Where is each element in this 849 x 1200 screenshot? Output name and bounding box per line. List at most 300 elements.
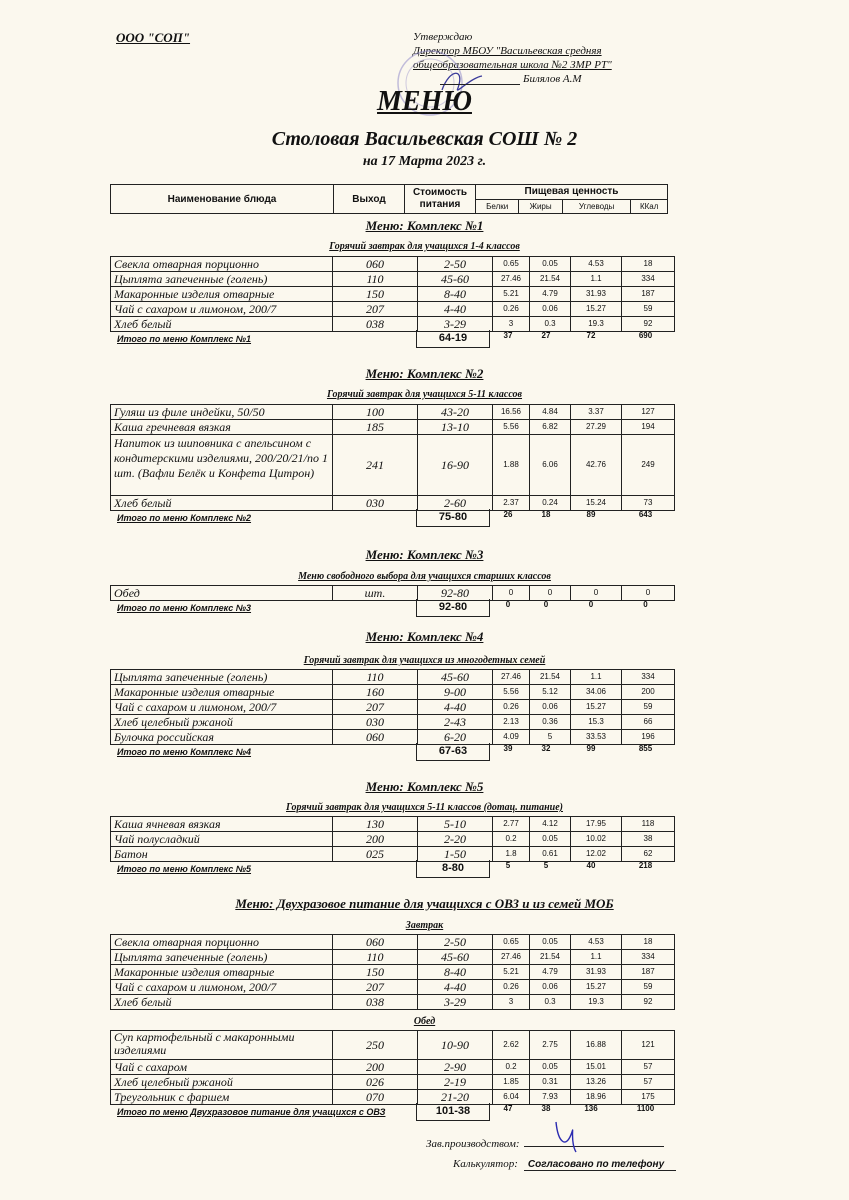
dish-fat: 4.79 xyxy=(530,287,571,301)
dish-carbs: 1.1 xyxy=(571,670,622,684)
total-kcal: 690 xyxy=(638,331,653,340)
dish-name: Макаронные изделия отварные xyxy=(111,685,333,699)
total-label: Итого по меню Комплекс №2 xyxy=(117,513,252,523)
dish-output: 100 xyxy=(333,405,418,419)
total-row xyxy=(110,601,675,615)
total-carbs: 99 xyxy=(586,744,596,753)
section-rows-6-lunch xyxy=(110,1030,675,1119)
dish-kcal: 57 xyxy=(643,1062,653,1071)
dish-kcal: 194 xyxy=(641,422,655,431)
total-kcal: 1100 xyxy=(636,1104,655,1113)
dish-name: Гуляш из филе индейки, 50/50 xyxy=(111,405,333,419)
dish-carbs: 15.24 xyxy=(571,496,622,510)
total-protein: 39 xyxy=(503,744,513,753)
total-carbs: 72 xyxy=(586,331,596,340)
dish-cost: 43-20 xyxy=(418,405,493,419)
table-row xyxy=(110,847,675,862)
dish-name: Свекла отварная порционно xyxy=(111,935,333,949)
footer-manager xyxy=(426,1138,664,1150)
dish-fat: 0.06 xyxy=(530,302,571,316)
dish-cost: 45-60 xyxy=(418,670,493,684)
dish-name: Хлеб белый xyxy=(111,995,333,1009)
dish-fat: 0.05 xyxy=(530,1060,571,1074)
dish-protein: 27.46 xyxy=(493,950,530,964)
table-row xyxy=(110,404,675,420)
section-title-5: Меню: Комплекс №5 xyxy=(365,779,484,794)
dish-kcal: 92 xyxy=(643,997,653,1006)
dish-protein: 1.88 xyxy=(493,435,530,495)
dish-carbs: 10.02 xyxy=(571,832,622,846)
dish-cost: 92-80 xyxy=(418,586,493,600)
section-rows-4 xyxy=(110,669,675,759)
total-label: Итого по меню Комплекс №4 xyxy=(117,747,252,757)
dish-cost: 3-29 xyxy=(418,995,493,1009)
dish-fat: 0.31 xyxy=(530,1075,571,1089)
total-cost: 8-80 xyxy=(416,860,490,878)
section-title-1: Меню: Комплекс №1 xyxy=(365,218,484,233)
dish-protein: 0.2 xyxy=(493,832,530,846)
table-row xyxy=(110,995,675,1010)
dish-fat: 4.12 xyxy=(530,817,571,831)
dish-protein: 27.46 xyxy=(493,272,530,286)
table-row xyxy=(110,832,675,847)
dish-name: Макаронные изделия отварные xyxy=(111,287,333,301)
dish-protein: 0 xyxy=(493,586,530,600)
dish-output: 060 xyxy=(333,935,418,949)
table-row xyxy=(110,256,675,272)
table-row xyxy=(110,965,675,980)
dish-protein: 5.21 xyxy=(493,287,530,301)
dish-protein: 4.09 xyxy=(493,730,530,744)
dish-cost: 13-10 xyxy=(418,420,493,434)
dish-kcal: 18 xyxy=(643,259,653,268)
dish-kcal: 118 xyxy=(641,819,655,828)
dish-carbs: 12.02 xyxy=(571,847,622,861)
dish-cost: 2-19 xyxy=(418,1075,493,1089)
dish-output: 025 xyxy=(333,847,418,861)
footer-calculator xyxy=(453,1158,676,1170)
dish-kcal: 121 xyxy=(641,1040,655,1049)
dish-fat: 5 xyxy=(530,730,571,744)
total-row xyxy=(110,332,675,346)
total-label: Итого по меню Комплекс №3 xyxy=(117,603,252,613)
total-kcal: 0 xyxy=(643,600,648,609)
dish-name: Макаронные изделия отварные xyxy=(111,965,333,979)
dish-output: 185 xyxy=(333,420,418,434)
dish-output: 130 xyxy=(333,817,418,831)
dish-protein: 27.46 xyxy=(493,670,530,684)
dish-protein: 3 xyxy=(493,995,530,1009)
total-row xyxy=(110,862,675,876)
dish-carbs: 31.93 xyxy=(571,287,622,301)
dish-name: Обед xyxy=(111,586,333,600)
header-fat: Жиры xyxy=(519,199,562,214)
total-carbs: 0 xyxy=(588,600,594,609)
dish-protein: 0.26 xyxy=(493,980,530,994)
dish-cost: 45-60 xyxy=(418,950,493,964)
dish-fat: 0.05 xyxy=(530,935,571,949)
dish-name: Хлеб целебный ржаной xyxy=(111,1075,333,1089)
dish-carbs: 34.06 xyxy=(571,685,622,699)
dish-carbs: 1.1 xyxy=(571,272,622,286)
dish-kcal: 249 xyxy=(641,460,655,469)
dish-name: Чай полусладкий xyxy=(111,832,333,846)
organization-name: ООО "СОП" xyxy=(116,30,191,45)
dish-kcal: 175 xyxy=(641,1092,655,1101)
table-row xyxy=(110,585,675,601)
footer-manager-label: Зав.производством: xyxy=(426,1138,520,1150)
dish-output: 110 xyxy=(333,272,418,286)
dish-cost: 2-20 xyxy=(418,832,493,846)
dish-carbs: 15.27 xyxy=(571,980,622,994)
dish-output: 250 xyxy=(333,1031,418,1059)
dish-output: 200 xyxy=(333,1060,418,1074)
table-row xyxy=(110,1075,675,1090)
dish-output: 241 xyxy=(333,435,418,495)
dish-kcal: 187 xyxy=(641,967,655,976)
table-row xyxy=(110,980,675,995)
dish-carbs: 42.76 xyxy=(571,435,622,495)
dish-name: Чай с сахаром xyxy=(111,1060,333,1074)
dish-fat: 4.79 xyxy=(530,965,571,979)
dish-output: 207 xyxy=(333,700,418,714)
dish-protein: 0.65 xyxy=(493,935,530,949)
section-group-6-breakfast: Завтрак xyxy=(405,920,444,931)
table-row xyxy=(110,420,675,435)
table-row xyxy=(110,1030,675,1060)
approval-school: общеобразовательная школа №2 ЗМР РТ" xyxy=(413,59,612,71)
dish-carbs: 15.27 xyxy=(571,700,622,714)
dish-output: 150 xyxy=(333,965,418,979)
section-group-2: Горячий завтрак для учащихся 5-11 классов xyxy=(326,389,523,400)
section-title-6: Меню: Двухразовое питание для учащихся с ОВЗ и из семей МОБ xyxy=(235,896,614,911)
total-carbs: 89 xyxy=(586,510,596,519)
table-row xyxy=(110,287,675,302)
total-cost: 75-80 xyxy=(416,509,490,527)
dish-cost: 6-20 xyxy=(418,730,493,744)
dish-protein: 5.56 xyxy=(493,685,530,699)
dish-output: 207 xyxy=(333,302,418,316)
total-fat: 18 xyxy=(541,510,551,519)
dish-name: Цыплята запеченные (голень) xyxy=(111,272,333,286)
page-subtitle: Столовая Васильевская СОШ № 2 xyxy=(271,128,578,150)
dish-fat: 5.12 xyxy=(530,685,571,699)
total-kcal: 218 xyxy=(638,861,653,870)
dish-protein: 2.13 xyxy=(493,715,530,729)
dish-output: 030 xyxy=(333,715,418,729)
dish-fat: 0.36 xyxy=(530,715,571,729)
total-row xyxy=(110,745,675,759)
total-row xyxy=(110,511,675,525)
total-protein: 26 xyxy=(503,510,513,519)
dish-cost: 2-50 xyxy=(418,935,493,949)
dish-output: 060 xyxy=(333,257,418,271)
dish-carbs: 17.95 xyxy=(571,817,622,831)
dish-carbs: 19.3 xyxy=(571,317,622,331)
dish-fat: 6.82 xyxy=(530,420,571,434)
total-cost: 67-63 xyxy=(416,743,490,761)
section-group-3: Меню свободного выбора для учащихся старших классов xyxy=(298,571,551,582)
table-row xyxy=(110,435,675,496)
dish-output: 207 xyxy=(333,980,418,994)
total-kcal: 643 xyxy=(638,510,653,519)
dish-cost: 16-90 xyxy=(418,435,493,495)
dish-protein: 2.77 xyxy=(493,817,530,831)
section-group-5: Горячий завтрак для учащихся 5-11 классов (дотац. питание) xyxy=(286,802,563,813)
dish-output: 038 xyxy=(333,317,418,331)
table-row xyxy=(110,715,675,730)
dish-name: Булочка российская xyxy=(111,730,333,744)
dish-fat: 21.54 xyxy=(530,670,571,684)
dish-name: Хлеб целебный ржаной xyxy=(111,715,333,729)
dish-protein: 1.85 xyxy=(493,1075,530,1089)
dish-cost: 2-90 xyxy=(418,1060,493,1074)
table-row xyxy=(110,934,675,950)
dish-cost: 4-40 xyxy=(418,980,493,994)
header-carbs: Углеводы xyxy=(562,199,631,214)
section-rows-2 xyxy=(110,404,675,525)
section-group-6-lunch: Обед xyxy=(413,1016,436,1027)
section-rows-6-breakfast xyxy=(110,934,675,1010)
dish-cost: 2-60 xyxy=(418,496,493,510)
total-carbs: 136 xyxy=(584,1104,598,1113)
dish-kcal: 59 xyxy=(643,982,653,991)
approval-director: Директор МБОУ "Васильевская средняя xyxy=(413,45,602,57)
dish-protein: 0.26 xyxy=(493,302,530,316)
dish-output: 150 xyxy=(333,287,418,301)
dish-kcal: 73 xyxy=(643,498,653,507)
header-kcal: ККал xyxy=(631,199,668,214)
section-rows-1 xyxy=(110,256,675,346)
dish-kcal: 334 xyxy=(641,952,655,961)
dish-cost: 10-90 xyxy=(418,1031,493,1059)
dish-output: 110 xyxy=(333,670,418,684)
table-row xyxy=(110,317,675,332)
dish-carbs: 1.1 xyxy=(571,950,622,964)
dish-fat: 0.06 xyxy=(530,700,571,714)
dish-fat: 0.05 xyxy=(530,257,571,271)
dish-carbs: 19.3 xyxy=(571,995,622,1009)
dish-fat: 7.93 xyxy=(530,1090,571,1104)
menu-header-table xyxy=(110,184,668,214)
total-kcal: 855 xyxy=(638,744,653,753)
dish-protein: 5.21 xyxy=(493,965,530,979)
dish-kcal: 200 xyxy=(641,687,655,696)
dish-protein: 5.56 xyxy=(493,420,530,434)
dish-protein: 0.2 xyxy=(493,1060,530,1074)
dish-cost: 2-43 xyxy=(418,715,493,729)
dish-kcal: 334 xyxy=(641,274,655,283)
table-row xyxy=(110,669,675,685)
dish-name: Хлеб белый xyxy=(111,317,333,331)
dish-name: Суп картофельный с макаронными изделиями xyxy=(111,1031,333,1059)
dish-kcal: 59 xyxy=(643,304,653,313)
section-group-4: Горячий завтрак для учащихся из многодетных семей xyxy=(303,655,546,666)
dish-kcal: 18 xyxy=(643,937,653,946)
dish-kcal: 62 xyxy=(643,849,653,858)
approval-title: Утверждаю xyxy=(413,31,473,43)
dish-fat: 4.84 xyxy=(530,405,571,419)
total-protein: 0 xyxy=(505,600,511,609)
dish-name: Чай с сахаром и лимоном, 200/7 xyxy=(111,700,333,714)
dish-name: Цыплята запеченные (голень) xyxy=(111,950,333,964)
dish-fat: 2.75 xyxy=(530,1031,571,1059)
dish-name: Каша ячневая вязкая xyxy=(111,817,333,831)
dish-protein: 1.8 xyxy=(493,847,530,861)
dish-cost: 5-10 xyxy=(418,817,493,831)
dish-carbs: 15.27 xyxy=(571,302,622,316)
dish-protein: 0.26 xyxy=(493,700,530,714)
section-title-3: Меню: Комплекс №3 xyxy=(365,547,484,562)
page-title: МЕНЮ xyxy=(377,86,472,117)
dish-kcal: 334 xyxy=(641,672,655,681)
dish-output: 110 xyxy=(333,950,418,964)
dish-kcal: 66 xyxy=(643,717,653,726)
dish-fat: 0 xyxy=(530,586,571,600)
dish-protein: 2.37 xyxy=(493,496,530,510)
dish-fat: 0.24 xyxy=(530,496,571,510)
dish-kcal: 38 xyxy=(643,834,653,843)
footer-calculator-label: Калькулятор: xyxy=(453,1158,518,1170)
total-cost: 64-19 xyxy=(416,330,490,348)
dish-fat: 0.3 xyxy=(530,317,571,331)
total-protein: 47 xyxy=(503,1104,513,1113)
header-nutrition: Пищевая ценность xyxy=(476,185,668,200)
header-output: Выход xyxy=(334,185,405,214)
dish-kcal: 59 xyxy=(643,702,653,711)
footer-manager-line xyxy=(524,1146,664,1147)
dish-carbs: 13.26 xyxy=(571,1075,622,1089)
dish-name: Хлеб белый xyxy=(111,496,333,510)
total-carbs: 40 xyxy=(586,861,596,870)
dish-cost: 2-50 xyxy=(418,257,493,271)
header-name: Наименование блюда xyxy=(111,185,334,214)
dish-fat: 21.54 xyxy=(530,950,571,964)
dish-kcal: 92 xyxy=(643,319,653,328)
dish-name: Каша гречневая вязкая xyxy=(111,420,333,434)
dish-fat: 21.54 xyxy=(530,272,571,286)
dish-output: 026 xyxy=(333,1075,418,1089)
dish-kcal: 127 xyxy=(641,407,655,416)
total-label: Итого по меню Комплекс №5 xyxy=(117,864,252,874)
dish-carbs: 4.53 xyxy=(571,257,622,271)
dish-name: Чай с сахаром и лимоном, 200/7 xyxy=(111,302,333,316)
dish-kcal: 0 xyxy=(645,588,651,597)
table-row xyxy=(110,496,675,511)
table-row xyxy=(110,700,675,715)
dish-output: 060 xyxy=(333,730,418,744)
dish-protein: 16.56 xyxy=(493,405,530,419)
dish-fat: 0.06 xyxy=(530,980,571,994)
dish-cost: 8-40 xyxy=(418,965,493,979)
dish-output: 200 xyxy=(333,832,418,846)
dish-protein: 0.65 xyxy=(493,257,530,271)
total-protein: 37 xyxy=(503,331,513,340)
dish-carbs: 31.93 xyxy=(571,965,622,979)
dish-protein: 6.04 xyxy=(493,1090,530,1104)
total-protein: 5 xyxy=(505,861,511,870)
dish-cost: 45-60 xyxy=(418,272,493,286)
dish-carbs: 15.01 xyxy=(571,1060,622,1074)
table-row xyxy=(110,685,675,700)
dish-cost: 3-29 xyxy=(418,317,493,331)
dish-kcal: 57 xyxy=(643,1077,653,1086)
dish-kcal: 196 xyxy=(641,732,655,741)
total-fat: 27 xyxy=(541,331,551,340)
dish-name: Цыплята запеченные (голень) xyxy=(111,670,333,684)
section-rows-3 xyxy=(110,585,675,615)
dish-name: Напиток из шиповника с апельсином с кондитерскими изделиями, 200/20/21/по 1 шт. (Вафли Белёк и Конфета Цитрон) xyxy=(111,435,333,495)
total-row xyxy=(110,1105,675,1119)
dish-kcal: 187 xyxy=(641,289,655,298)
dish-carbs: 4.53 xyxy=(571,935,622,949)
total-label: Итого по меню Двухразовое питание для учащихся с ОВЗ xyxy=(117,1107,386,1117)
dish-cost: 9-00 xyxy=(418,685,493,699)
dish-output: 030 xyxy=(333,496,418,510)
dish-cost: 1-50 xyxy=(418,847,493,861)
total-fat: 32 xyxy=(541,744,551,753)
table-row xyxy=(110,302,675,317)
table-row xyxy=(110,730,675,745)
dish-cost: 21-20 xyxy=(418,1090,493,1104)
dish-carbs: 16.88 xyxy=(571,1031,622,1059)
table-row xyxy=(110,272,675,287)
section-rows-5 xyxy=(110,816,675,876)
dish-fat: 6.06 xyxy=(530,435,571,495)
dish-output: 038 xyxy=(333,995,418,1009)
table-row xyxy=(110,950,675,965)
dish-cost: 8-40 xyxy=(418,287,493,301)
approval-signer: Билялов А.М xyxy=(523,73,582,85)
table-row xyxy=(110,1090,675,1105)
dish-name: Чай с сахаром и лимоном, 200/7 xyxy=(111,980,333,994)
dish-carbs: 18.96 xyxy=(571,1090,622,1104)
table-row xyxy=(110,1060,675,1075)
dish-cost: 4-40 xyxy=(418,700,493,714)
manager-signature xyxy=(548,1112,588,1156)
total-cost: 101-38 xyxy=(416,1103,490,1121)
dish-output: 160 xyxy=(333,685,418,699)
dish-fat: 0.05 xyxy=(530,832,571,846)
menu-date: на 17 Марта 2023 г. xyxy=(362,154,487,169)
dish-cost: 4-40 xyxy=(418,302,493,316)
dish-fat: 0.61 xyxy=(530,847,571,861)
section-title-2: Меню: Комплекс №2 xyxy=(365,366,484,381)
dish-name: Треугольник с фаршем xyxy=(111,1090,333,1104)
total-cost: 92-80 xyxy=(416,599,490,617)
total-label: Итого по меню Комплекс №1 xyxy=(117,334,252,344)
total-fat: 0 xyxy=(543,600,549,609)
dish-fat: 0.3 xyxy=(530,995,571,1009)
dish-protein: 3 xyxy=(493,317,530,331)
dish-protein: 2.62 xyxy=(493,1031,530,1059)
dish-carbs: 3.37 xyxy=(571,405,622,419)
dish-output: шт. xyxy=(333,586,418,600)
footer-calculator-value: Согласовано по телефону xyxy=(524,1159,676,1171)
dish-carbs: 15.3 xyxy=(571,715,622,729)
dish-output: 070 xyxy=(333,1090,418,1104)
dish-name: Свекла отварная порционно xyxy=(111,257,333,271)
total-fat: 38 xyxy=(541,1104,551,1113)
dish-carbs: 0 xyxy=(571,586,622,600)
header-cost: Стоимость питания xyxy=(405,185,476,214)
section-title-4: Меню: Комплекс №4 xyxy=(365,629,484,644)
dish-name: Батон xyxy=(111,847,333,861)
section-group-1: Горячий завтрак для учащихся 1-4 классов xyxy=(329,241,520,252)
total-fat: 5 xyxy=(543,861,549,870)
signature-line xyxy=(440,84,520,85)
dish-carbs: 27.29 xyxy=(571,420,622,434)
